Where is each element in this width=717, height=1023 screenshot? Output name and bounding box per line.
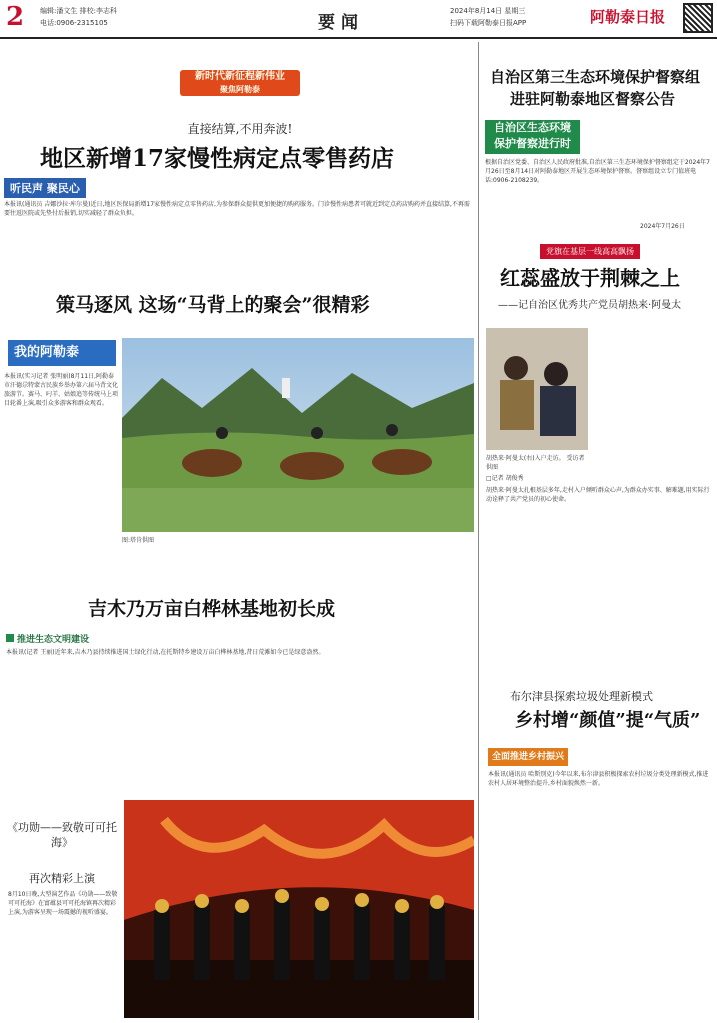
right3-title: 乡村增“颜值”提“气质”	[515, 710, 701, 731]
article1-kicker: 直接结算,不用奔波!	[187, 122, 293, 136]
banner-sub: 聚焦阿勒泰	[220, 85, 260, 94]
article2-body-cont	[236, 536, 474, 576]
section-title: 要闻	[318, 13, 364, 33]
article4-subtitle: 再次精彩上演	[29, 872, 95, 885]
scan-line: 扫码下载阿勒泰日报APP	[450, 19, 527, 27]
right2-stripe: 党旗在基层一线高高飘扬	[540, 244, 640, 259]
article3-body: 本报讯(记者 王丽)近年来,吉木乃县持续推进国土绿化行动,在托斯特乡建设万亩白桦林基地,昔日荒滩如今已是绿意盎然。	[6, 649, 325, 656]
green-label-line1: 自治区生态环境	[494, 121, 571, 134]
right2-subtitle: ——记自治区优秀共产党员胡热来·阿曼太	[498, 300, 682, 311]
article2-title: 策马逐风 这场“马背上的聚会”很精彩	[56, 294, 370, 316]
article2-body: 本报讯(实习记者 张明丽)8月11日,阿勒泰市汗德尕特蒙古民族乡举办第六届马背文化旅游节。赛马、叼羊、姑娘追等传统马上项目轮番上演,吸引众多游客和群众观看。	[4, 373, 119, 407]
right3-kicker: 布尔津县探索垃圾处理新模式	[510, 690, 653, 703]
performance-photo	[124, 800, 474, 1018]
article4-title: 《功勋——致敬可可托海》	[7, 821, 117, 849]
right2-title: 红蕊盛放于荆棘之上	[500, 266, 680, 290]
editor-line: 编辑:潘文生 排校:李志科	[40, 7, 117, 15]
right3-label: 全面推进乡村振兴	[488, 748, 568, 766]
right1-green-label	[485, 120, 580, 154]
right2-body: 胡热来·阿曼太扎根基层多年,走村入户倾听群众心声,为群众办实事、解难题,用实际行动诠释了共产党员的初心使命。	[486, 487, 710, 503]
paper-logo: 阿勒泰日报	[590, 8, 666, 26]
portrait-photo	[486, 328, 588, 450]
header-rule	[0, 37, 717, 39]
article1-column-label: 听民声 聚民心	[4, 178, 86, 198]
phone-line: 电话:0906-2315105	[40, 19, 108, 27]
right1-title-line1: 自治区第三生态环境保护督察组	[490, 68, 701, 86]
banner-text: 新时代新征程新伟业	[195, 71, 285, 82]
page-number: 2	[6, 2, 25, 32]
qr-code-icon[interactable]	[683, 3, 713, 33]
right2-caption: 胡热来·阿曼太(右)入户走访。 受访者供图	[486, 455, 585, 471]
green-label-line2: 保护督察进行时	[494, 137, 571, 150]
leaf-icon	[6, 634, 14, 642]
right1-date: 2024年7月26日	[640, 223, 685, 230]
article2-column-label: 我的阿勒泰	[8, 340, 116, 366]
right2-byline: □记者 胡俊秀	[486, 475, 524, 482]
article1-body: 本报讯(通讯员 吉娜沙拉·库尔曼)近日,地区医保局新增17家慢性病定点零售药店,为参保群众提供更加便捷的购药服务。门诊慢性病患者可就近到定点药店购药并直接结算,不再需要往返医院或先垫付后报销,切实减轻了群众负担。	[4, 201, 470, 217]
date-line: 2024年8月14日 星期三	[450, 7, 526, 15]
banner-box	[180, 70, 300, 96]
column-divider	[478, 42, 479, 1020]
article3-column-text: 推进生态文明建设	[17, 635, 90, 645]
article3-title: 吉木乃万亩白桦林基地初长成	[88, 598, 336, 620]
right3-body: 本报讯(通讯员 哈斯别克)今年以来,布尔津县积极探索农村垃圾分类处理新模式,推进农村人居环境整治提升,乡村面貌焕然一新。	[488, 771, 709, 787]
right1-title-line2: 进驻阿勒泰地区督察公告	[510, 90, 676, 108]
horse-race-photo	[122, 338, 474, 532]
right1-body: 根据自治区党委、自治区人民政府批准,自治区第三生态环境保护督察组定于2024年7月26日至8月14日对阿勒泰地区开展生态环境保护督察。督察组设立专门值班电话:0906-2108239。	[485, 159, 710, 184]
article3-column-label	[6, 632, 89, 645]
article1-title: 地区新增17家慢性病定点零售药店	[40, 145, 395, 172]
article4-body: 8月10日晚,大型演艺作品《功勋——致敬可可托海》在富蕴县可可托海镇再次精彩上演,为游客呈现一场震撼的视听盛宴。	[8, 891, 118, 916]
article2-caption: 图:塔肯供图	[122, 537, 155, 544]
